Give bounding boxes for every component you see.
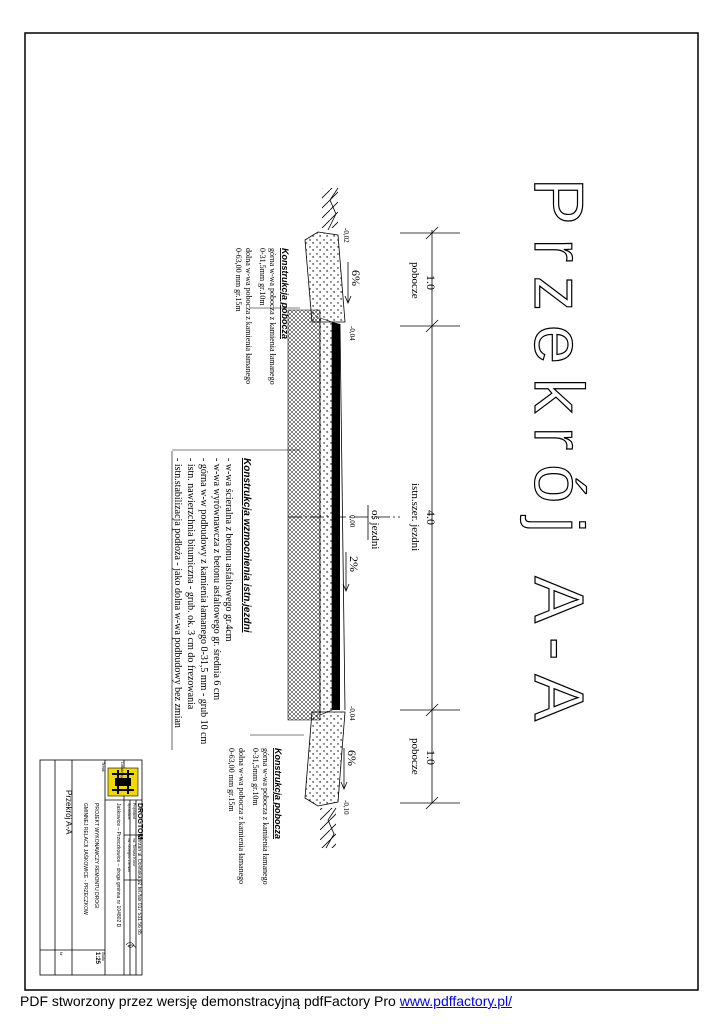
dim-right: 1.0 [424, 750, 438, 765]
tb-subject-2: GMINNEJ RELACJI JAŚKOWICE - PRZECZKOW [82, 803, 88, 915]
slope-left: 6% [349, 270, 363, 286]
zone-left-label: pobocze [409, 262, 421, 299]
stone-layer [320, 318, 332, 715]
note-shoulder-left [234, 248, 290, 385]
asphalt-layer [332, 322, 340, 710]
note-shoulder-right [227, 748, 283, 885]
note-shoulder-left-line-1: górna w-wa pobocza z kamienia łamanego [268, 248, 277, 385]
note-shoulder-right-title: Konstrukcja pobocza [273, 748, 283, 840]
note-road-line-4: - istn. nawierzchnia bitumiczna - grub. ok. 3 cm do frezowania [185, 458, 196, 710]
tb-location-label: Lokalizacja [120, 762, 124, 780]
note-shoulder-right-line-1: górna w-wa pobocza z kamienia łamanego [261, 748, 270, 885]
tb-role-1: Projektant [132, 803, 136, 819]
note-road-title: Konstrukcja wzmocnienia istn.jezdni [241, 458, 252, 633]
footer-text: PDF stworzony przez wersję demonstracyjną pdfFactory Pro [20, 993, 400, 1009]
axis-label: oś jezdni [369, 510, 381, 550]
slope-middle: 2% [347, 556, 361, 572]
note-road-line-5: - istn.stabilizacja podłoża - jako dolna w-wa podbudowy bez zmian [172, 458, 183, 728]
dim-middle: 4.0 [424, 510, 438, 525]
tb-name-2: inż. Grzegorz Ziemian [127, 838, 131, 873]
level-edge-left: -0,02 [342, 228, 350, 243]
tb-sheet-title: Przekrój A-A [64, 790, 73, 835]
tb-scale-label: Skala [101, 952, 105, 961]
dim-left: 1.0 [424, 275, 438, 290]
level-center: 0,00 [348, 515, 356, 528]
note-road-line-1: - w-wa ścieralna z betonu asfaltowego gr.4cm [223, 458, 234, 642]
note-shoulder-right-line-3: dolna w-wa pobocza z kamienia łamanego [237, 748, 246, 885]
shoulder-right [305, 712, 345, 806]
note-shoulder-right-line-4: 0-63,00 mm gr.15m [227, 748, 236, 812]
note-shoulder-left-line-2: 0-31,5mm gr.10m [258, 248, 267, 306]
level-edge-right: -0,10 [342, 800, 350, 815]
level-shoulder-left: -0,04 [348, 326, 356, 341]
zone-right-label: pobocze [409, 738, 421, 775]
tb-role-2: Sprawdzał [127, 803, 131, 820]
pdf-footer [20, 993, 512, 1009]
ground-hatch-bottom [320, 808, 336, 848]
footer-link[interactable]: www.pdffactory.pl/ [399, 993, 513, 1009]
tb-location: Jaśkowice – Przeczkowice – droga gminna nr 104802 D [115, 803, 121, 928]
level-shoulder-right: -0,04 [348, 706, 356, 721]
ground-hatch-top [322, 188, 338, 228]
base-layer [288, 310, 320, 720]
note-road-line-2: - w-wa wyrównawcza z betonu asfaltowego gr. średnia 6 cm [211, 458, 222, 701]
tb-name-1: inż. Tomasz Kocur [132, 838, 136, 867]
signature-1 [126, 943, 136, 949]
note-road-line-3: - górna w-w podbudowy z kamienia łamanego 0-31,5 mm - grub 10 cm [198, 458, 209, 745]
tb-subject-1: PROJEKT WYKONAWCZY REMONTU DROGI [93, 803, 99, 909]
note-shoulder-left-title: Konstrukcja pobocza [280, 248, 290, 340]
tb-scale: 1:25 [94, 952, 100, 965]
tb-address: Chrzan ul. Dolińska 92 tel./fax 017 531 56 85 [136, 835, 142, 935]
shoulder-left [305, 232, 345, 322]
drawing-title: Przekrój A-A [520, 178, 598, 735]
zone-middle-label: istn.szer. jezdni [409, 483, 421, 552]
tb-sheet-no-label: Nr [59, 952, 63, 956]
slope-right: 6% [345, 750, 359, 766]
tb-company: DROGTOM [136, 803, 143, 840]
note-shoulder-right-line-2: 0-31,5mm gr.10m [251, 748, 260, 806]
note-shoulder-left-line-4: 0-63,00 mm gr.15m [234, 248, 243, 312]
note-road [172, 458, 252, 745]
note-shoulder-left-line-3: dolna w-wa pobocza z kamienia łamanego [244, 248, 253, 385]
tb-subject-label: Temat [101, 762, 105, 772]
